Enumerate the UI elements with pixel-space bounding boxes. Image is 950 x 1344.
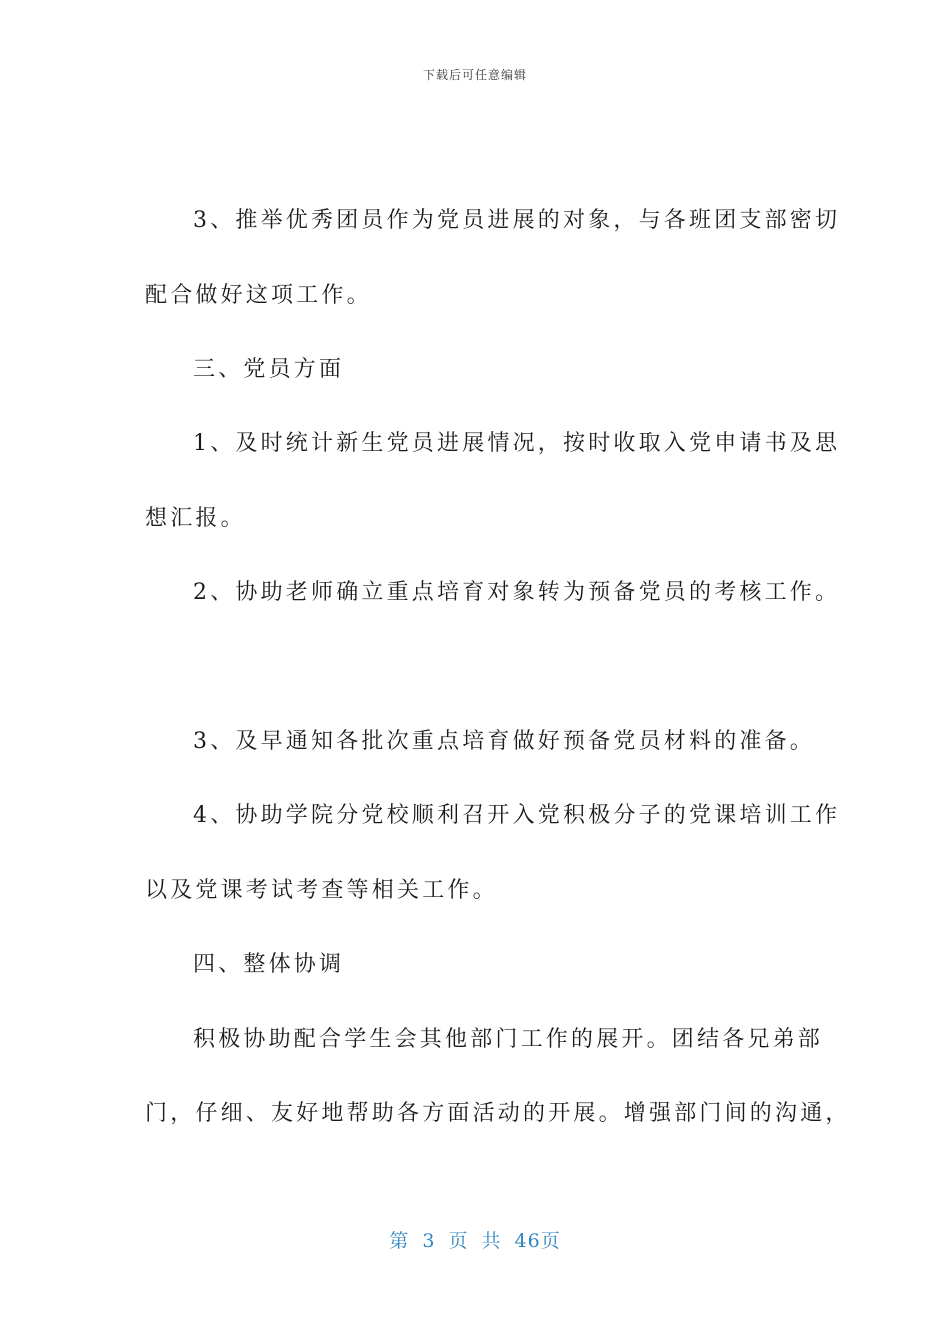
page-number-footer: 第 3 页 共 46页 (389, 1230, 561, 1252)
paragraph-line: 门，仔细、友好地帮助各方面活动的开展。增强部门间的沟通， (145, 1101, 851, 1126)
paragraph-line: 积极协助配合学生会其他部门工作的展开。团结各兄弟部 (193, 1027, 824, 1052)
paragraph-line: 1、及时统计新生党员进展情况，按时收取入党申请书及思 (193, 431, 841, 456)
paragraph-line: 配合做好这项工作。 (145, 283, 372, 308)
paragraph-line: 想汇报。 (145, 506, 246, 531)
paragraph-line: 3、及早通知各批次重点培育做好预备党员材料的准备。 (193, 729, 815, 754)
paragraph-line: 4、协助学院分党校顺利召开入党积极分子的党课培训工作 (193, 803, 841, 828)
section-heading: 四、整体协调 (193, 952, 345, 977)
paragraph-line: 以及党课考试考查等相关工作。 (145, 878, 498, 903)
paragraph-line: 3、推举优秀团员作为党员进展的对象，与各班团支部密切 (193, 208, 841, 233)
paragraph-line: 2、协助老师确立重点培育对象转为预备党员的考核工作。 (193, 580, 841, 605)
page-header: 下载后可任意编辑 (422, 68, 527, 82)
section-heading: 三、党员方面 (193, 357, 345, 382)
